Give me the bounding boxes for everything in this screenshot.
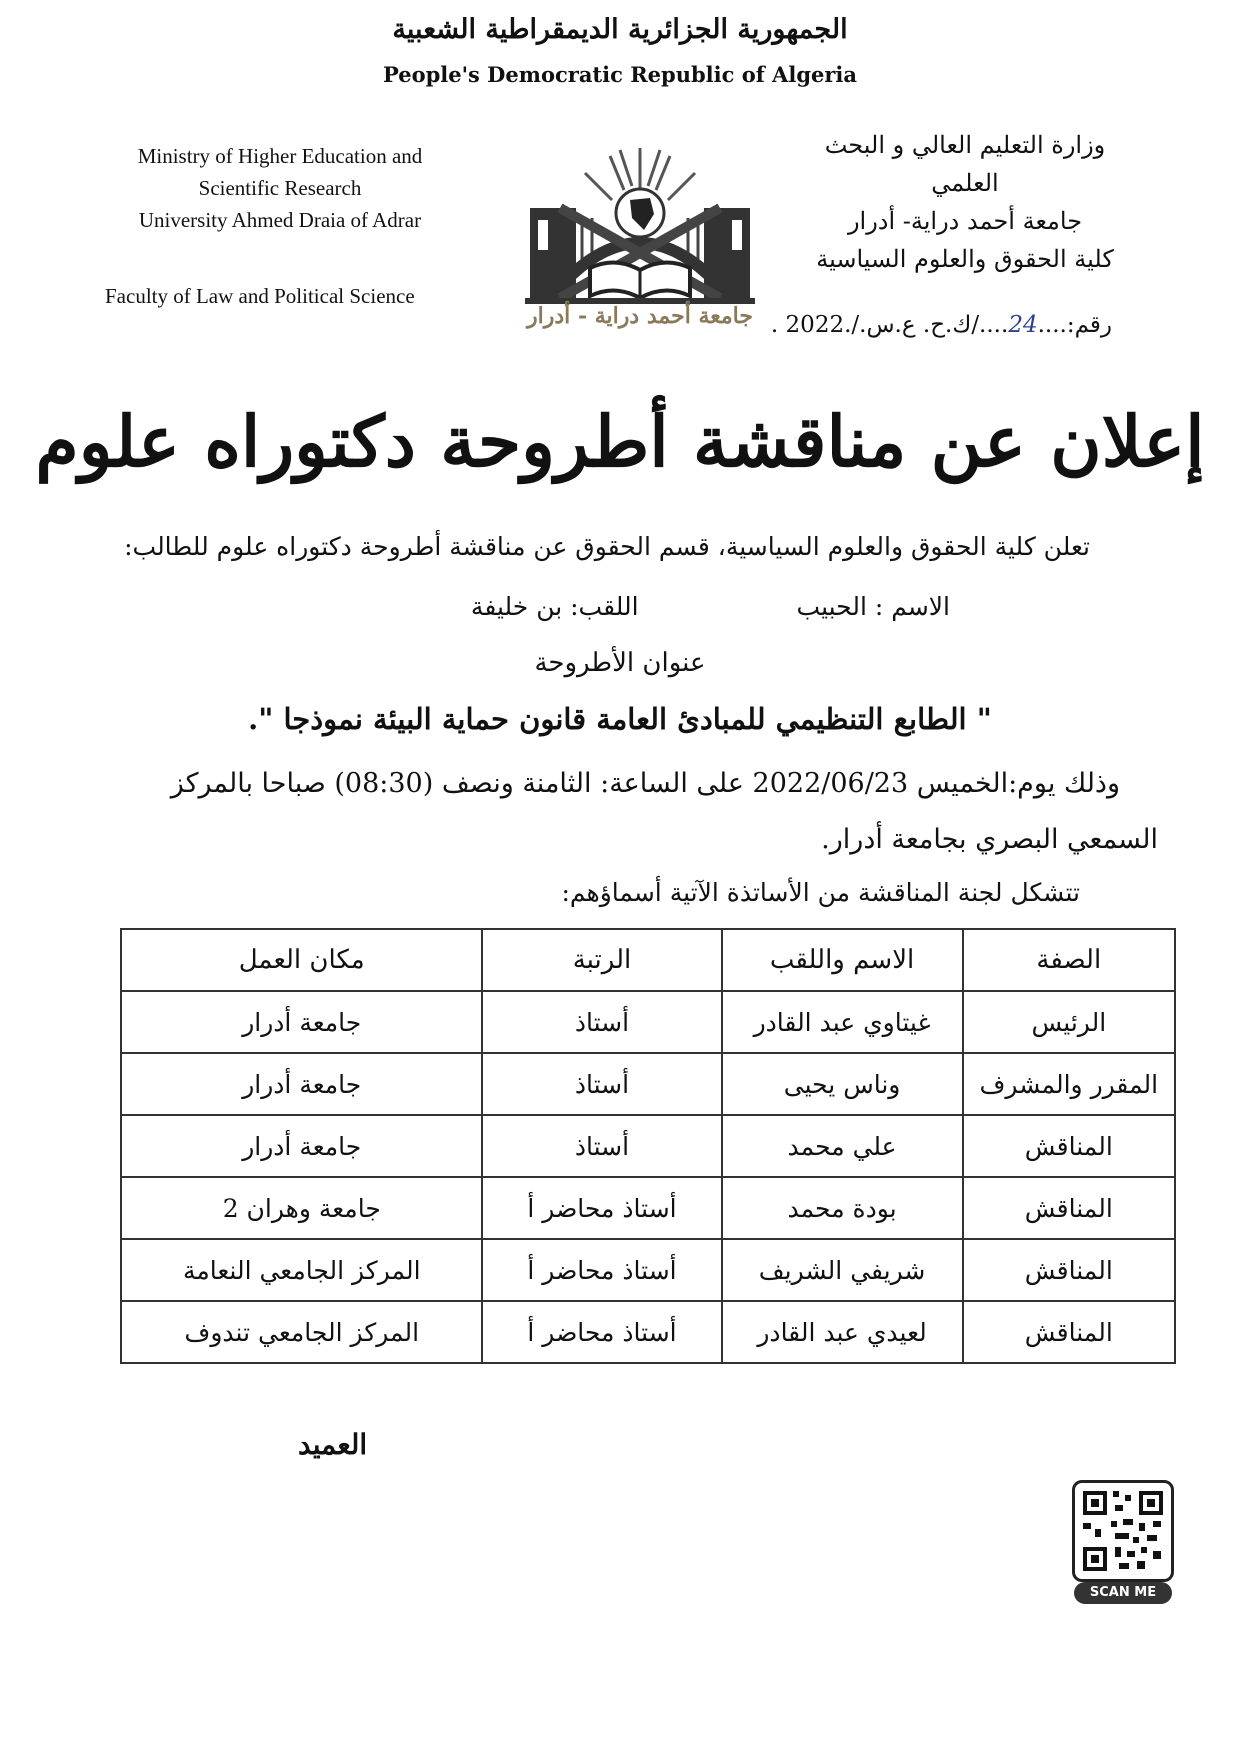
cell-role: المقرر والمشرف <box>963 1053 1175 1115</box>
cell-role: الرئيس <box>963 991 1175 1053</box>
cell-name: بودة محمد <box>722 1177 963 1239</box>
header-rank: الرتبة <box>482 929 721 991</box>
ministry-block-ar <box>800 126 1130 278</box>
cell-rank: أستاذ محاضر أ <box>482 1301 721 1363</box>
cell-workplace: جامعة أدرار <box>121 1053 482 1115</box>
defense-location-line: السمعي البصري بجامعة أدرار. <box>821 824 1158 855</box>
table-header-row <box>121 929 1175 991</box>
student-first-name: الاسم : الحبيب <box>796 592 950 621</box>
university-name-ar: جامعة أحمد دراية- أدرار <box>847 207 1083 235</box>
cell-workplace: المركز الجامعي النعامة <box>121 1239 482 1301</box>
republic-title-en: People's Democratic Republic of Algeria <box>382 62 858 87</box>
cell-workplace: جامعة أدرار <box>121 991 482 1053</box>
table-row <box>121 1177 1175 1239</box>
cell-workplace: جامعة أدرار <box>121 1115 482 1177</box>
table-row <box>121 1239 1175 1301</box>
qr-code[interactable] <box>1072 1480 1174 1582</box>
cell-role: المناقش <box>963 1115 1175 1177</box>
republic-title-ar: الجمهورية الجزائرية الديمقراطية الشعبية <box>392 14 848 45</box>
cell-name: لعيدي عبد القادر <box>722 1301 963 1363</box>
committee-intro: تتشكل لجنة المناقشة من الأساتذة الآتية أسماؤهم: <box>561 878 1080 907</box>
ref-handwritten-number: 24 <box>1008 312 1038 338</box>
ministry-name-ar: وزارة التعليم العالي و البحث العلمي <box>824 131 1106 197</box>
thesis-title: " الطابع التنظيمي للمبادئ العامة قانون حماية البيئة نموذجا ". <box>248 702 992 736</box>
header-workplace: مكان العمل <box>121 929 482 991</box>
faculty-name-en: Faculty of Law and Political Science <box>105 284 415 308</box>
cell-name: علي محمد <box>722 1115 963 1177</box>
cell-name: شريفي الشريف <box>722 1239 963 1301</box>
logo-caption: جامعة أحمد دراية - أدرار <box>527 303 753 329</box>
thesis-label: عنوان الأطروحة <box>534 648 706 678</box>
student-name-row <box>350 592 950 621</box>
table-row <box>121 1301 1175 1363</box>
ref-prefix: رقم:.... <box>1037 312 1112 338</box>
committee-table <box>120 928 1176 1364</box>
scan-me-badge: SCAN ME <box>1074 1582 1172 1604</box>
cell-role: المناقش <box>963 1239 1175 1301</box>
cell-rank: أستاذ <box>482 991 721 1053</box>
header-name: الاسم واللقب <box>722 929 963 991</box>
announcement-title: إعلان عن مناقشة أطروحة دكتوراه علوم <box>35 400 1205 483</box>
cell-rank: أستاذ <box>482 1053 721 1115</box>
cell-rank: أستاذ <box>482 1115 721 1177</box>
header-role: الصفة <box>963 929 1175 991</box>
table-row <box>121 991 1175 1053</box>
cell-role: المناقش <box>963 1177 1175 1239</box>
cell-name: وناس يحيى <box>722 1053 963 1115</box>
faculty-name-ar: كلية الحقوق والعلوم السياسية <box>816 245 1114 273</box>
defense-date-line: وذلك يوم:الخميس 2022/06/23 على الساعة: الثامنة ونصف (08:30) صباحا بالمركز <box>170 768 1120 799</box>
table-row <box>121 1115 1175 1177</box>
table-row <box>121 1053 1175 1115</box>
reference-number <box>771 312 1112 338</box>
intro-text: تعلن كلية الحقوق والعلوم السياسية، قسم الحقوق عن مناقشة أطروحة دكتوراه علوم للطالب: <box>124 532 1090 561</box>
cell-rank: أستاذ محاضر أ <box>482 1177 721 1239</box>
ref-suffix: ..../ك.ح. ع.س./.2022 . <box>770 312 1009 338</box>
cell-rank: أستاذ محاضر أ <box>482 1239 721 1301</box>
university-name-en: University Ahmed Draia of Adrar <box>138 208 422 232</box>
ministry-line-2: Scientific Research <box>198 176 362 200</box>
cell-name: غيتاوي عبد القادر <box>722 991 963 1053</box>
dean-signature-label: العميد <box>298 1428 368 1461</box>
cell-role: المناقش <box>963 1301 1175 1363</box>
student-last-name: اللقب: بن خليفة <box>470 592 639 621</box>
ministry-block-en <box>90 140 470 236</box>
cell-workplace: المركز الجامعي تندوف <box>121 1301 482 1363</box>
ministry-line-1: Ministry of Higher Education and <box>137 144 423 168</box>
cell-workplace: جامعة وهران 2 <box>121 1177 482 1239</box>
